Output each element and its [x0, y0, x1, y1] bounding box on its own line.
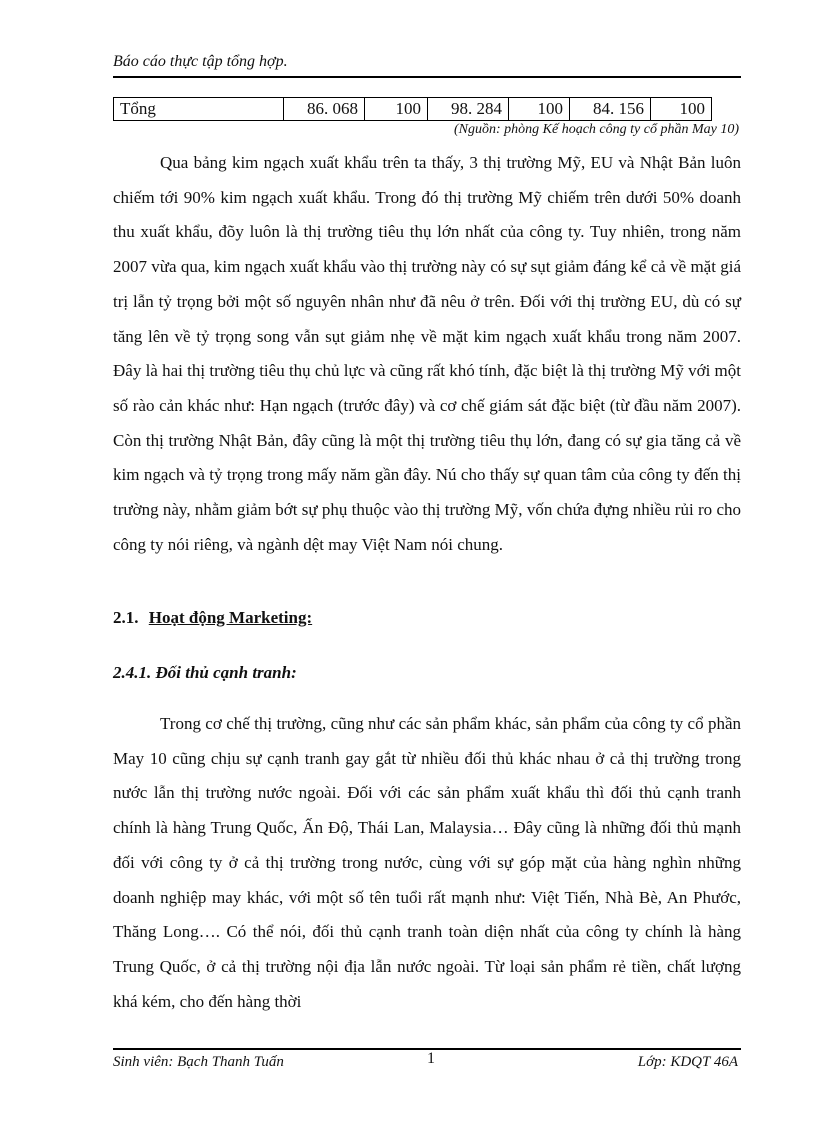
total-label: Tổng: [114, 98, 284, 121]
total-cell: 100: [651, 98, 712, 121]
subsection-heading: 2.4.1. Đối thủ cạnh tranh:: [113, 663, 297, 682]
footer-student: Sinh viên: Bạch Thanh Tuấn: [113, 1054, 284, 1070]
total-cell: 84. 156: [570, 98, 651, 121]
footer-class: Lớp: KDQT 46A: [637, 1054, 738, 1070]
total-table: [113, 97, 712, 121]
page-number: 1: [427, 1050, 435, 1067]
section-number: 2.1.: [113, 608, 139, 627]
total-cell: 100: [509, 98, 570, 121]
header-rule: [113, 76, 741, 78]
section-heading: [113, 608, 312, 628]
body-paragraph: Qua bảng kim ngạch xuất khẩu trên ta thấy, 3 thị trường Mỹ, EU và Nhật Bản luôn chiếm tới 90% kim ngạch xuất khẩu. Trong đó thị trường Mỹ chiếm trên dưới 50% doanh thu xuất khẩu, đõy luôn là thị trường tiêu thụ lớn nhất của công ty. Tuy nhiên, trong năm 2007 vừa qua, kim ngạch xuất khẩu vào thị trường này có sự sụt giảm đáng kể cả về mặt giá trị lẫn tỷ trọng bởi một số nguyên nhân như đã nêu ở trên. Đối với thị trường EU, dù có sự tăng lên về tỷ trọng song vẫn sụt giảm nhẹ về mặt kim ngạch xuất khẩu trong năm 2007. Đây là hai thị trường tiêu thụ chủ lực và cũng rất khó tính, đặc biệt là thị trường Mỹ với một số rào cản khác như: Hạn ngạch (trước đây) và cơ chế giám sát đặc biệt (từ đầu năm 2007). Còn thị trường Nhật Bản, đây cũng là một thị trường tiêu thụ lớn, đang có sự gia tăng cả về kim ngạch và tỷ trọng trong mấy năm gần đây. Nú cho thấy sự quan tâm của công ty đến thị trường này, nhằm giảm bớt sự phụ thuộc vào thị trường Mỹ, vốn chứa đựng nhiều rủi ro cho công ty nói riêng, và ngành dệt may Việt Nam nói chung.: [113, 153, 741, 554]
section-title: Hoạt động Marketing:: [148, 608, 313, 627]
source-note: (Nguồn: phòng Kế hoạch công ty cổ phần May 10): [454, 122, 739, 137]
table-row: [114, 98, 712, 121]
total-cell: 100: [365, 98, 428, 121]
total-cell: 98. 284: [428, 98, 509, 121]
total-cell: 86. 068: [284, 98, 365, 121]
body-paragraph: Trong cơ chế thị trường, cũng như các sản phẩm khác, sản phẩm của công ty cổ phần May 10 cũng chịu sự cạnh tranh gay gắt từ nhiều đối thủ khác nhau ở cả thị trường trong nước lẫn thị trường nước ngoài. Đối với các sản phẩm xuất khẩu thì đối thủ cạnh tranh chính là hàng Trung Quốc, Ấn Độ, Thái Lan, Malaysia… Đây cũng là những đối thủ mạnh đối với công ty ở cả thị trường trong nước, cùng với sự góp mặt của hàng nghìn những doanh nghiệp may khác, với một số tên tuổi rất mạnh như: Việt Tiến, Nhà Bè, An Phước, Thăng Long…. Có thể nói, đối thủ cạnh tranh toàn diện nhất của công ty chính là hàng Trung Quốc, ở cả thị trường nội địa lẫn nước ngoài. Từ loại sản phẩm rẻ tiền, chất lượng khá kém, cho đến hàng thời: [113, 714, 741, 1011]
header-title: Báo cáo thực tập tổng hợp.: [113, 53, 288, 70]
